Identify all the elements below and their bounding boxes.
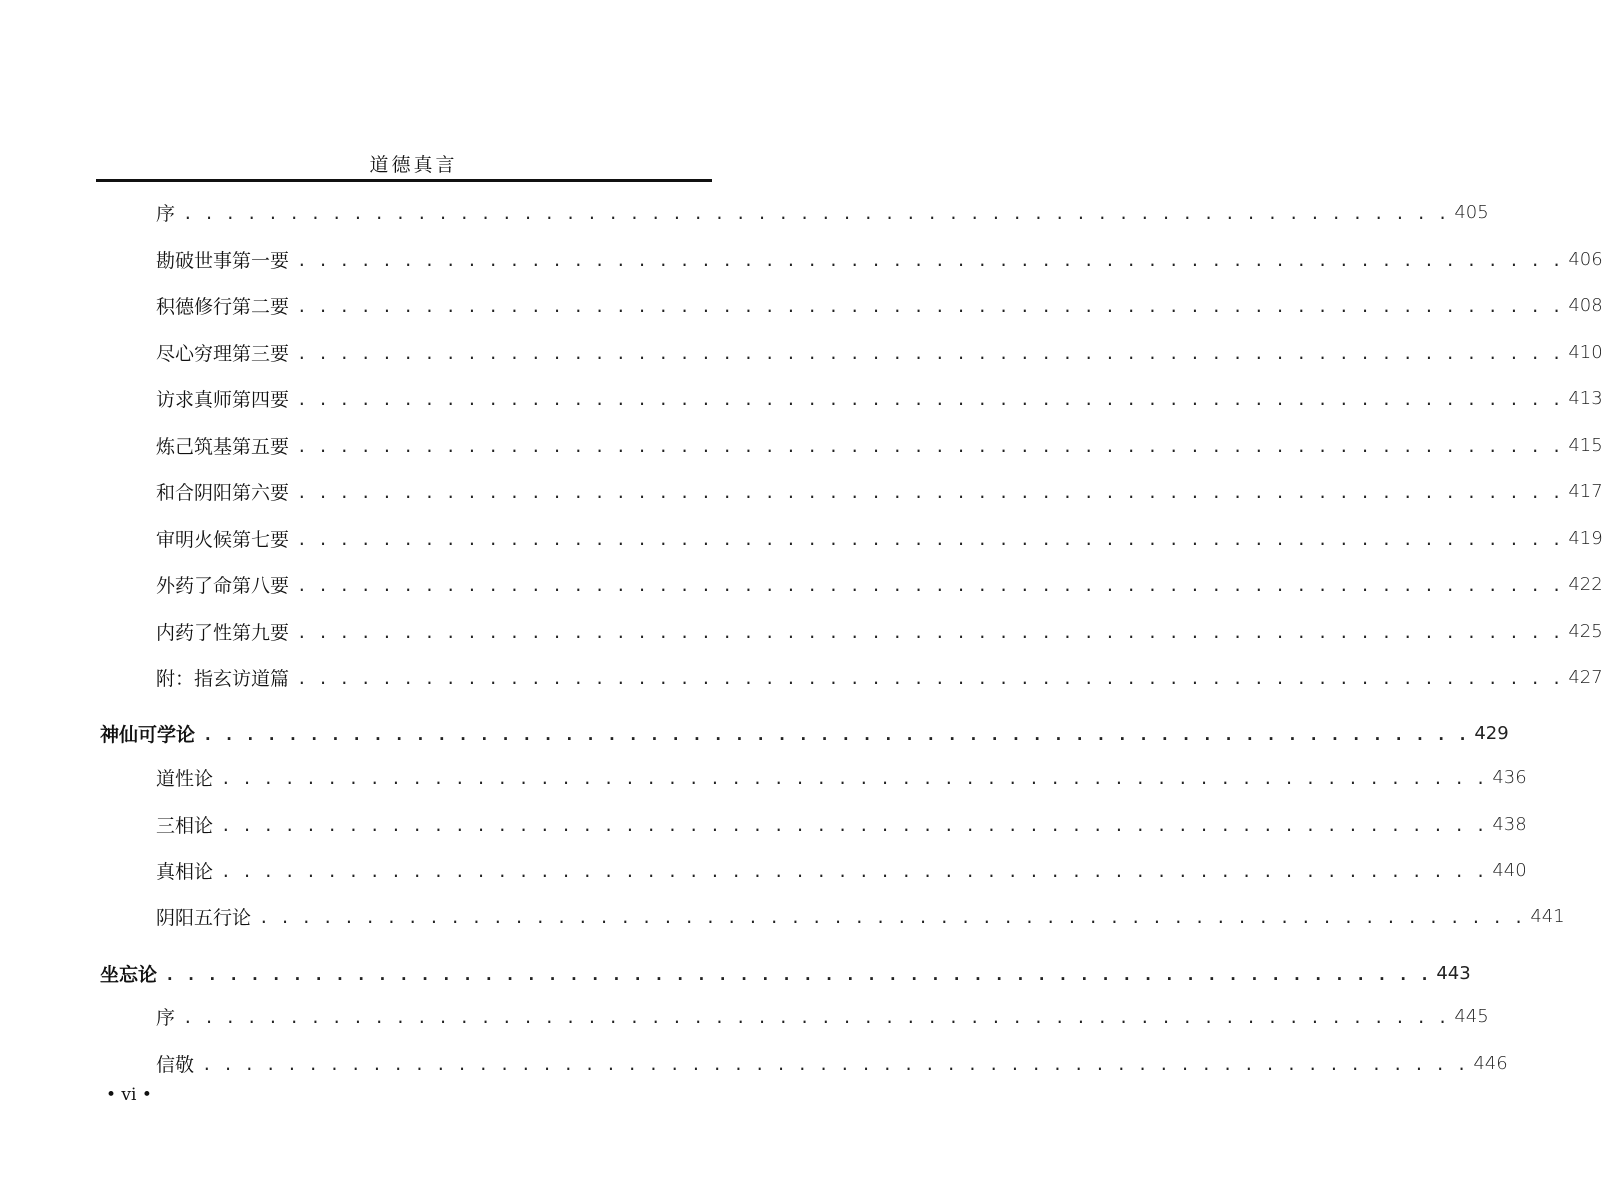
- toc-entry[interactable]: [156, 245, 1603, 273]
- toc-entry-title: 内药了性第九要: [156, 621, 290, 644]
- toc-entry[interactable]: [156, 291, 1603, 319]
- toc-leader-dots: . . . . . . . . . . . . . . . . . . . . . . . . . . . . . . . . . . . . . . . . . . . . . . . . . . . . . . . . . . . .: [297, 436, 1563, 456]
- toc-entry[interactable]: [156, 570, 1603, 598]
- toc-entry-page: 413: [1568, 387, 1603, 409]
- page-header-title: 道德真言: [369, 154, 458, 176]
- toc-entry[interactable]: [156, 810, 1527, 838]
- toc-entry-title: 访求真师第四要: [156, 388, 290, 411]
- toc-entry-page: 429: [1474, 722, 1509, 744]
- toc-leader-dots: . . . . . . . . . . . . . . . . . . . . . . . . . . . . . . . . . . . . . . . . . . . . . . . . . . . . . . . . . . . .: [297, 622, 1563, 642]
- toc-leader-dots: . . . . . . . . . . . . . . . . . . . . . . . . . . . . . . . . . . . . . . . . . . . . . . . . . . . . . . . . . . . .: [297, 250, 1563, 270]
- toc-leader-dots: . . . . . . . . . . . . . . . . . . . . . . . . . . . . . . . . . . . . . . . . . . . . . . . . . . . . . . . . . . . .: [183, 203, 1449, 223]
- toc-entry-page: 425: [1568, 620, 1603, 642]
- toc-entry-page: 445: [1454, 1005, 1489, 1027]
- toc-leader-dots: . . . . . . . . . . . . . . . . . . . . . . . . . . . . . . . . . . . . . . . . . . . . . . . . . . . . . . . . . . . .: [297, 296, 1563, 316]
- toc-entry[interactable]: [156, 477, 1603, 505]
- toc-entry-title: 审明火候第七要: [156, 528, 290, 551]
- toc-entry[interactable]: [156, 384, 1603, 412]
- toc-entry-title: 三相论: [156, 814, 214, 837]
- toc-leader-dots: . . . . . . . . . . . . . . . . . . . . . . . . . . . . . . . . . . . . . . . . . . . . . . . . . . . . . . . . . . . .: [183, 1007, 1449, 1027]
- toc-leader-dots: . . . . . . . . . . . . . . . . . . . . . . . . . . . . . . . . . . . . . . . . . . . . . . . . . . . . . . . . . . . .: [297, 389, 1563, 409]
- toc-entry[interactable]: [156, 524, 1603, 552]
- toc-entry-page: 446: [1473, 1052, 1508, 1074]
- toc-entry[interactable]: [156, 1049, 1508, 1077]
- toc-entry-page: 422: [1568, 573, 1603, 595]
- toc-entry-page: 419: [1568, 527, 1603, 549]
- toc-entry-title: 尽心穷理第三要: [156, 342, 290, 365]
- toc-entry[interactable]: [156, 763, 1527, 791]
- toc-leader-dots: . . . . . . . . . . . . . . . . . . . . . . . . . . . . . . . . . . . . . . . . . . . . . . . . . . . . . . . . . . . .: [202, 1054, 1468, 1074]
- toc-entry[interactable]: [156, 1002, 1489, 1030]
- toc-entry-title: 道性论: [156, 767, 214, 790]
- toc-entry[interactable]: [156, 198, 1489, 226]
- toc-leader-dots: . . . . . . . . . . . . . . . . . . . . . . . . . . . . . . . . . . . . . . . . . . . . . . . . . . . . . . . . . . . .: [297, 575, 1563, 595]
- toc-entry[interactable]: [156, 431, 1603, 459]
- toc-entry-title: 勘破世事第一要: [156, 249, 290, 272]
- toc-entry-title: 真相论: [156, 860, 214, 883]
- toc-entry-title: 阴阳五行论: [156, 906, 252, 929]
- toc-entry-title: 序: [156, 202, 176, 225]
- toc-entry-page: 438: [1492, 813, 1527, 835]
- toc-entry-page: 427: [1568, 666, 1603, 688]
- toc-leader-dots: . . . . . . . . . . . . . . . . . . . . . . . . . . . . . . . . . . . . . . . . . . . . . . . . . . . . . . . . . . . .: [221, 861, 1487, 881]
- toc-entry-page: 405: [1454, 201, 1489, 223]
- toc-leader-dots: . . . . . . . . . . . . . . . . . . . . . . . . . . . . . . . . . . . . . . . . . . . . . . . . . . . . . . . . . . . .: [221, 815, 1487, 835]
- toc-entry-page: 417: [1568, 480, 1603, 502]
- toc-entry-page: 440: [1492, 859, 1527, 881]
- toc-entry-page: 441: [1530, 905, 1565, 927]
- toc-entry[interactable]: [156, 338, 1603, 366]
- toc-leader-dots: . . . . . . . . . . . . . . . . . . . . . . . . . . . . . . . . . . . . . . . . . . . . . . . . . . . . . . . . . . . .: [165, 964, 1431, 984]
- toc-entry-title: 炼己筑基第五要: [156, 435, 290, 458]
- toc-entry[interactable]: [156, 856, 1527, 884]
- toc-entry[interactable]: [100, 959, 1471, 987]
- toc-leader-dots: . . . . . . . . . . . . . . . . . . . . . . . . . . . . . . . . . . . . . . . . . . . . . . . . . . . . . . . . . . . .: [297, 529, 1563, 549]
- toc-entry-title: 外药了命第八要: [156, 574, 290, 597]
- toc-leader-dots: . . . . . . . . . . . . . . . . . . . . . . . . . . . . . . . . . . . . . . . . . . . . . . . . . . . . . . . . . . . .: [297, 482, 1563, 502]
- toc-leader-dots: . . . . . . . . . . . . . . . . . . . . . . . . . . . . . . . . . . . . . . . . . . . . . . . . . . . . . . . . . . . .: [203, 724, 1469, 744]
- toc-entry[interactable]: [100, 719, 1509, 747]
- toc-entry[interactable]: [156, 902, 1565, 930]
- toc-entry-page: 410: [1568, 341, 1603, 363]
- toc-entry-title: 神仙可学论: [100, 723, 196, 746]
- toc-entry-page: 436: [1492, 766, 1527, 788]
- toc-entry-page: 415: [1568, 434, 1603, 456]
- toc-entry-page: 443: [1436, 962, 1471, 984]
- page-number: • vi •: [106, 1085, 152, 1105]
- toc-entry-title: 附：指玄访道篇: [156, 667, 290, 690]
- toc-leader-dots: . . . . . . . . . . . . . . . . . . . . . . . . . . . . . . . . . . . . . . . . . . . . . . . . . . . . . . . . . . . .: [259, 907, 1525, 927]
- toc-leader-dots: . . . . . . . . . . . . . . . . . . . . . . . . . . . . . . . . . . . . . . . . . . . . . . . . . . . . . . . . . . . .: [297, 668, 1563, 688]
- toc-entry-title: 和合阴阳第六要: [156, 481, 290, 504]
- toc-entry[interactable]: [156, 617, 1603, 645]
- toc-entry-title: 信敬: [156, 1053, 195, 1076]
- toc-entry-title: 积德修行第二要: [156, 295, 290, 318]
- toc-entry-page: 408: [1568, 294, 1603, 316]
- toc-entry-title: 序: [156, 1006, 176, 1029]
- toc-entry-title: 坐忘论: [100, 963, 158, 986]
- toc-leader-dots: . . . . . . . . . . . . . . . . . . . . . . . . . . . . . . . . . . . . . . . . . . . . . . . . . . . . . . . . . . . .: [297, 343, 1563, 363]
- toc-entry-page: 406: [1568, 248, 1603, 270]
- header-rule: [96, 179, 712, 182]
- toc-leader-dots: . . . . . . . . . . . . . . . . . . . . . . . . . . . . . . . . . . . . . . . . . . . . . . . . . . . . . . . . . . . .: [221, 768, 1487, 788]
- toc-entry[interactable]: [156, 663, 1603, 691]
